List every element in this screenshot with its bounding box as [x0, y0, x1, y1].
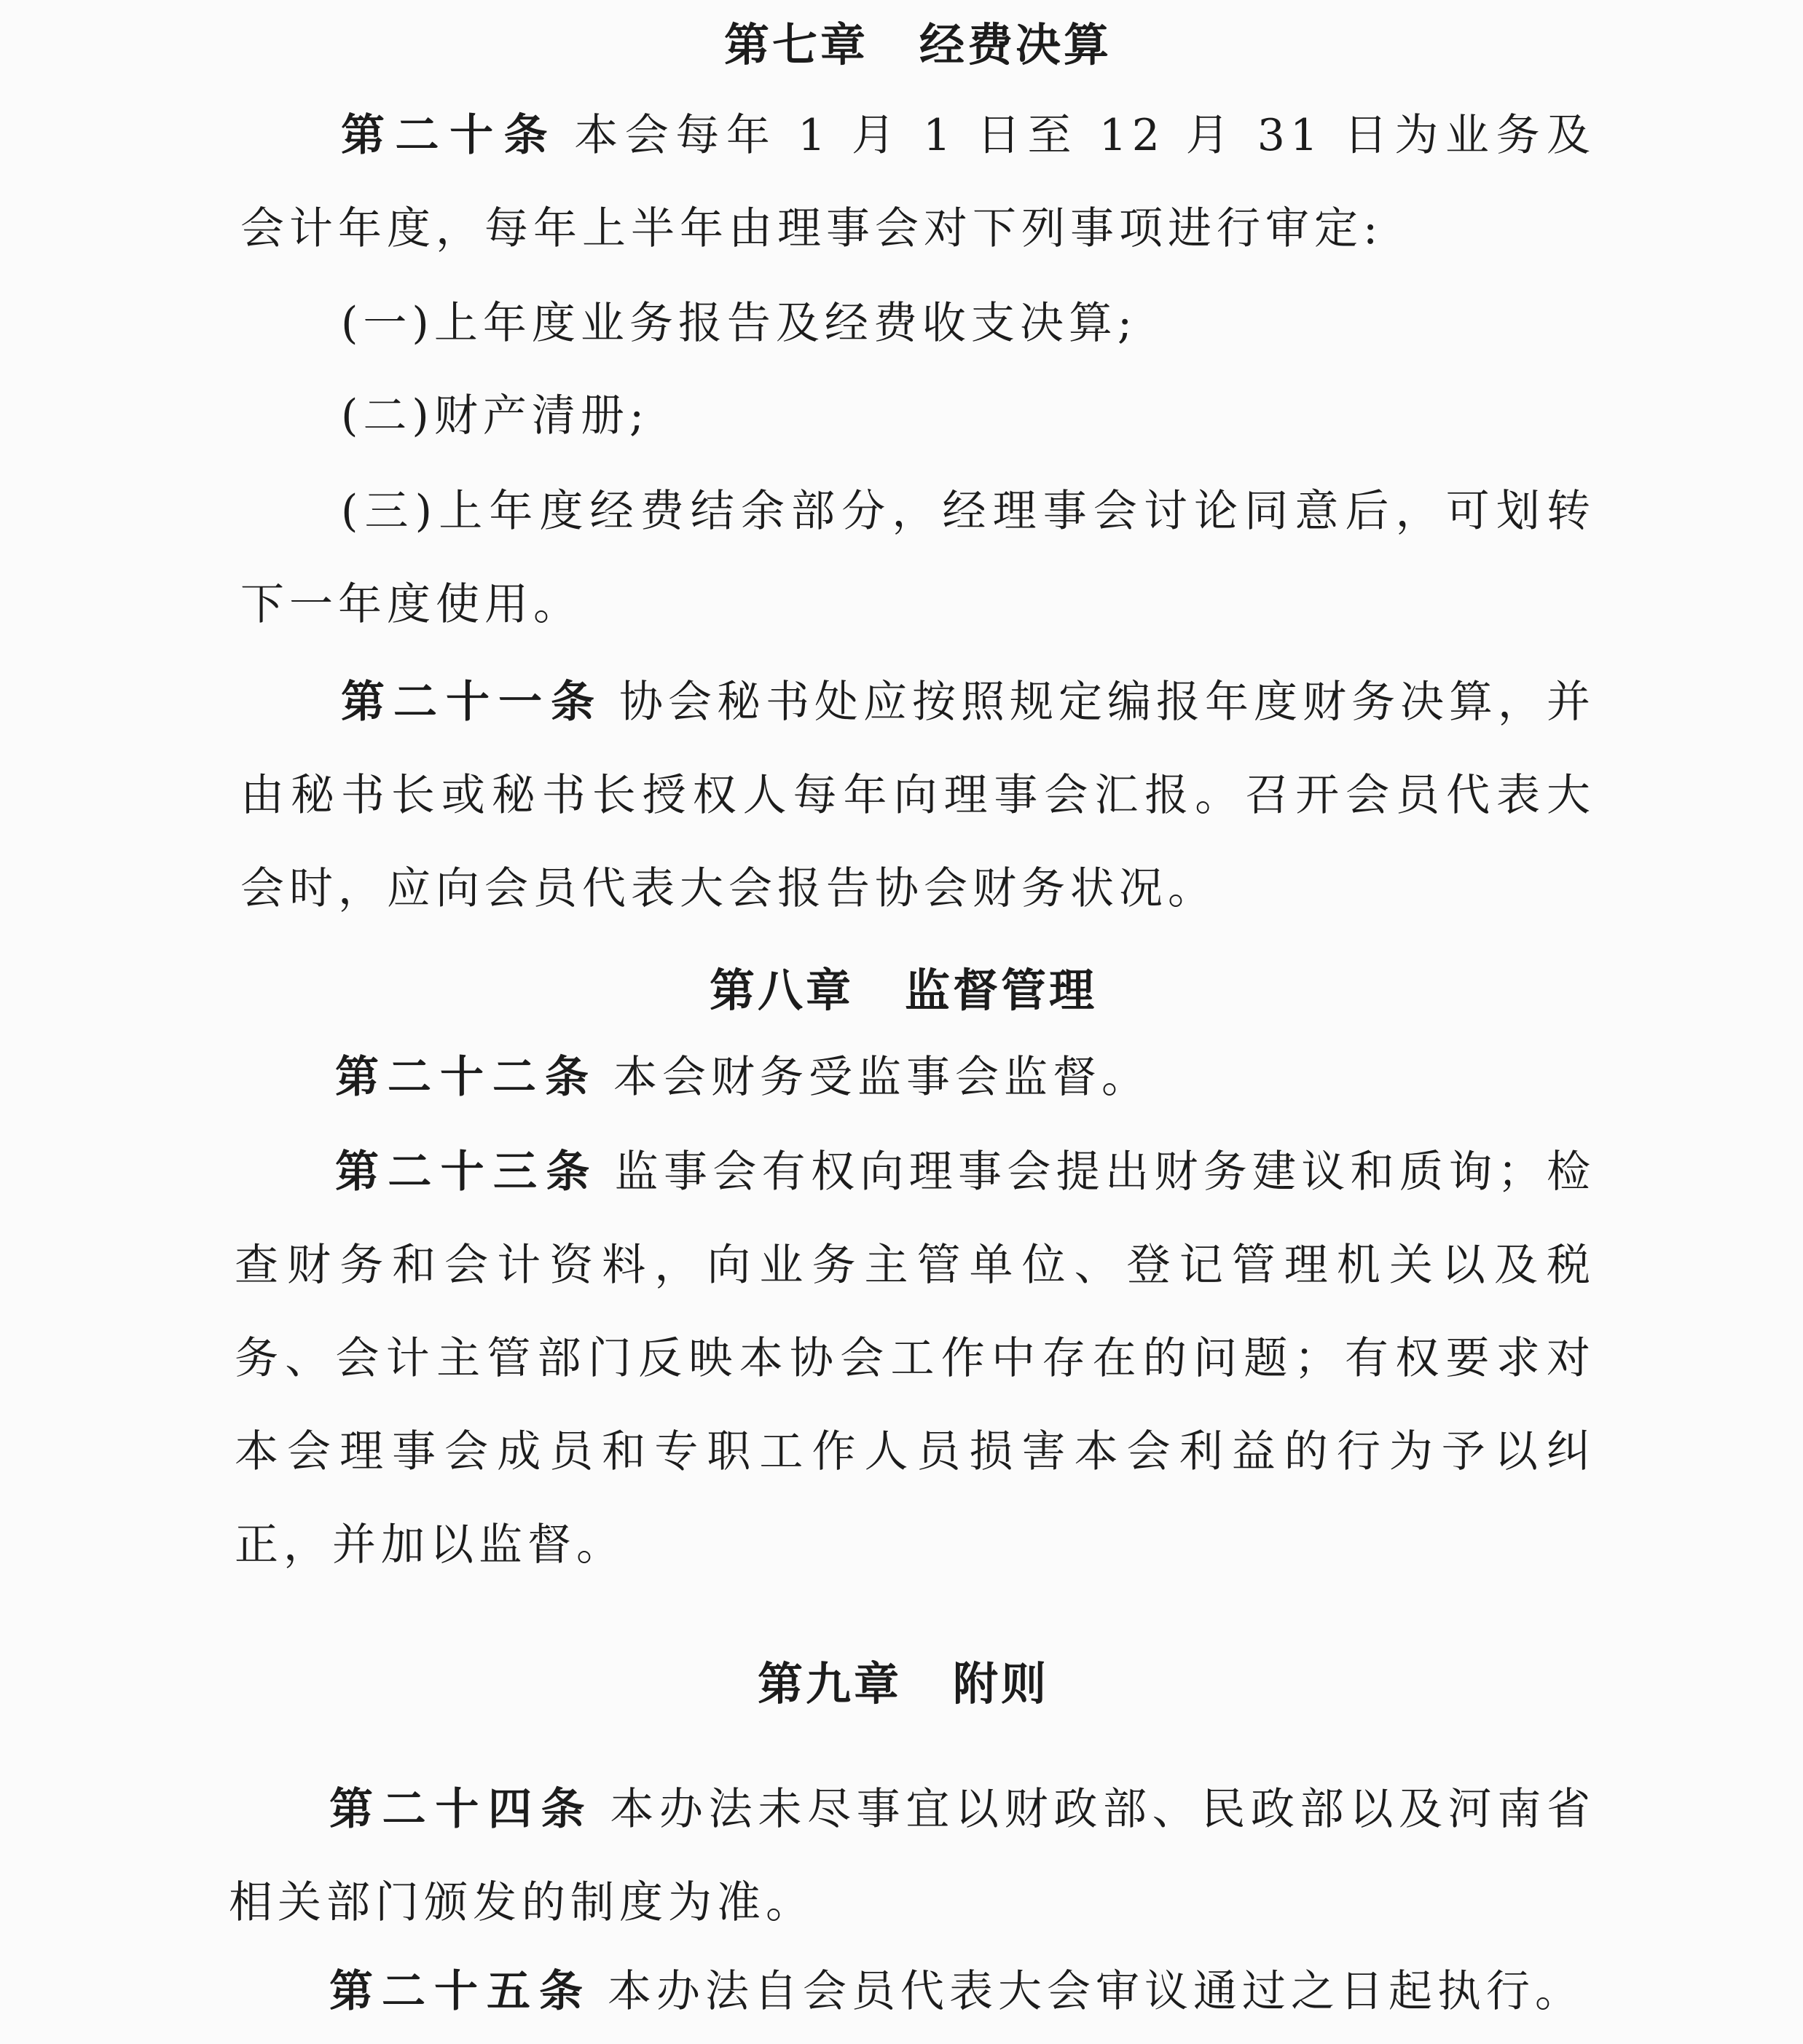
article-20 [240, 89, 1595, 275]
article-label: 第二十四条 [329, 1784, 594, 1835]
article-22 [235, 1031, 1595, 1124]
article-text: 本办法未尽事宜以财政部、民政部以及河南省相关部门颁发的制度为准。 [229, 1784, 1596, 1928]
article-21 [240, 656, 1595, 935]
article-25 [229, 1945, 1595, 2038]
article-text: 本办法自会员代表大会审议通过之日起执行。 [608, 1966, 1584, 2017]
chapter-nine-heading [226, 1648, 1581, 1713]
article-label: 第二十条 [341, 110, 559, 161]
article-23 [235, 1125, 1595, 1592]
chapter-name: 监督管理 [905, 964, 1098, 1017]
chapter-number: 第七章 [723, 18, 868, 71]
article-text: 本会财务受监事会监督。 [613, 1052, 1150, 1103]
article-24 [229, 1763, 1595, 1949]
article-label: 第二十二条 [335, 1052, 597, 1103]
article-label: 第二十三条 [335, 1147, 599, 1198]
chapter-seven-heading [240, 9, 1595, 74]
chapter-name: 经费决算 [919, 18, 1112, 71]
article-label: 第二十一条 [341, 677, 603, 728]
chapter-number: 第八章 [709, 964, 854, 1017]
chapter-name: 附则 [953, 1657, 1050, 1710]
article-20-item-3: (三)上年度经费结余部分，经理事会讨论同意后，可划转下一年度使用。 [240, 486, 1595, 630]
chapter-eight-heading [226, 954, 1581, 1019]
article-text: 协会秘书处应按照规定编报年度财务决算，并由秘书长或秘书长授权人每年向理事会汇报。召开会员代表大会时，应向会员代表大会报告协会财务状况。 [240, 677, 1595, 914]
article-text: 监事会有权向理事会提出财务建议和质询；检查财务和会计资料，向业务主管单位、登记管理机关以及税务、会计主管部门反映本协会工作中存在的问题；有权要求对本会理事会成员和专职工作人员损害本会利益的行为予以纠正，并加以监督。 [235, 1147, 1596, 1571]
chapter-number: 第九章 [757, 1657, 902, 1710]
article-20-item-1: (一)上年度业务报告及经费收支决算; [341, 298, 1138, 349]
article-text: 本会每年 1 月 1 日至 12 月 31 日为业务及会计年度，每年上半年由理事会对下列事项进行审定: [240, 110, 1596, 254]
article-label: 第二十五条 [329, 1966, 592, 2017]
article-20-item-2: (二)财产清册; [341, 390, 650, 441]
